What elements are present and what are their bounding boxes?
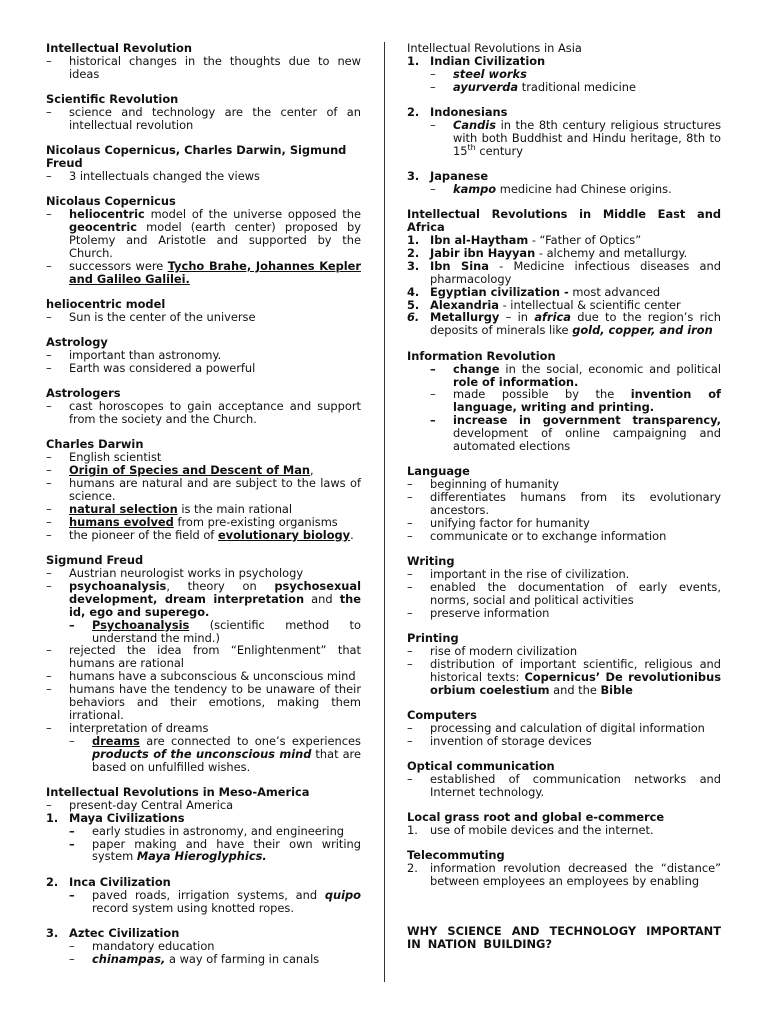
right-column: [407, 42, 721, 964]
list-item: [407, 183, 721, 196]
list-marker: 3.: [407, 258, 420, 273]
list-item: [46, 55, 361, 81]
numbered-item: Ibn Sina - Medicine infectious diseases and pharmacology: [430, 258, 721, 286]
section-heading: Charles Darwin: [46, 437, 144, 452]
section-printing: [407, 632, 721, 697]
list-item: [46, 580, 361, 619]
spacer: [46, 914, 361, 926]
spacer: [46, 863, 361, 875]
list-marker: –: [69, 733, 75, 748]
sub-bullet-text: Candis in the 8th century religious structures with both Buddhist and Hindu heritage, 8th to 15th century: [453, 117, 721, 158]
list-marker: –: [407, 720, 413, 735]
list-item: [407, 363, 721, 389]
sub-bullet-text: paper making and have their own writing system Maya Hieroglyphics.: [92, 836, 361, 864]
list-marker: 2.: [407, 861, 418, 876]
list-marker: –: [46, 502, 52, 517]
list-item: [407, 311, 721, 337]
sub-bullet-text: early studies in astronomy, and engineering: [92, 823, 345, 838]
list-item: [46, 953, 361, 966]
list-item: [46, 644, 361, 670]
list-marker: –: [407, 733, 413, 748]
section-optical-communication: [407, 760, 721, 799]
list-marker: –: [46, 514, 52, 529]
list-marker: –: [430, 66, 436, 81]
section-nation-building: [407, 925, 721, 951]
sub-bullet-text: mandatory education: [92, 938, 215, 953]
list-marker: –: [407, 605, 413, 620]
bullet-text: differentiates humans from its evolutionary ancestors.: [430, 490, 721, 518]
section-asia: [407, 42, 721, 196]
section-telecommuting: [407, 849, 721, 888]
list-marker: –: [46, 361, 52, 376]
list-marker: 3.: [46, 925, 59, 940]
numbered-item: Alexandria - intellectual & scientific center: [430, 297, 681, 312]
list-marker: –: [430, 117, 436, 132]
sub-bullet-text: kampo medicine had Chinese origins.: [453, 181, 672, 196]
section-heading: Local grass root and global e-commerce: [407, 810, 665, 825]
section-heading: Intellectual Revolution: [46, 41, 192, 55]
bullet-text: humans evolved from pre-existing organisms: [69, 514, 338, 529]
list-item: [407, 722, 721, 735]
list-item: [46, 529, 361, 542]
bullet-text: unifying factor for humanity: [430, 515, 590, 530]
list-item: [46, 477, 361, 503]
section-sigmund-freud: [46, 554, 361, 773]
numbered-heading: Indian Civilization: [430, 53, 546, 68]
numbered-item: Egyptian civilization - most advanced: [430, 284, 661, 299]
sub-bullet-text: chinampas, a way of farming in canals: [92, 951, 320, 966]
list-marker: –: [46, 578, 52, 593]
list-marker: –: [407, 643, 413, 658]
sub-bullet-text: made possible by the invention of language, writing and printing.: [453, 387, 721, 415]
section-writing: [407, 555, 721, 620]
list-item: [407, 414, 721, 453]
section-copernicus: [46, 195, 361, 285]
section-heading: Nicolaus Copernicus, Charles Darwin, Sigmund Freud: [46, 143, 347, 171]
list-marker: –: [69, 951, 75, 966]
section-charles-darwin: [46, 438, 361, 541]
list-marker: –: [407, 528, 413, 543]
bullet-text: beginning of humanity: [430, 477, 560, 492]
list-marker: –: [46, 309, 52, 324]
bullet-text: Sun is the center of the universe: [69, 309, 256, 324]
list-item: [46, 106, 361, 132]
bullet-text: invention of storage devices: [430, 733, 592, 748]
bullet-text: psychoanalysis, theory on psychosexual development, dream interpretation and the id, ego and superego.: [69, 578, 361, 619]
list-marker: –: [46, 450, 52, 465]
list-marker: –: [407, 772, 413, 787]
list-item: [407, 491, 721, 517]
list-marker: –: [46, 566, 52, 581]
list-item: [407, 773, 721, 799]
numbered-heading: Aztec Civilization: [69, 925, 180, 940]
section-intellectual-revolution: [46, 42, 361, 81]
list-item: [46, 311, 361, 324]
list-marker: –: [407, 656, 413, 671]
section-heading: Astrologers: [46, 386, 121, 401]
bullet-text: humans are natural and are subject to the laws of science.: [69, 476, 361, 504]
list-item: [46, 799, 361, 812]
section-heading: Optical communication: [407, 759, 555, 774]
section-language: [407, 465, 721, 542]
list-marker: –: [430, 79, 436, 94]
section-middle-east-africa: [407, 208, 721, 337]
list-marker: –: [407, 567, 413, 582]
list-item: [46, 170, 361, 183]
list-marker: –: [46, 797, 52, 812]
numbered-item: use of mobile devices and the internet.: [430, 823, 654, 838]
list-item: [46, 362, 361, 375]
section-scientific-revolution: [46, 93, 361, 132]
list-marker: –: [430, 387, 436, 402]
section-heading: Nicolaus Copernicus: [46, 194, 176, 209]
numbered-heading: Inca Civilization: [69, 874, 171, 889]
sub-bullet-text: steel works: [453, 66, 527, 81]
list-marker: –: [46, 476, 52, 491]
bullet-text: preserve information: [430, 605, 550, 620]
list-item: [46, 927, 361, 940]
bullet-text: Origin of Species and Descent of Man,: [69, 463, 314, 478]
section-heading: Writing: [407, 554, 455, 569]
list-marker: –: [407, 477, 413, 492]
column-divider: [384, 42, 385, 982]
section-three-intellectuals: [46, 144, 361, 183]
list-item: [407, 517, 721, 530]
list-marker: –: [69, 617, 75, 632]
list-marker: –: [69, 938, 75, 953]
list-item: [407, 658, 721, 697]
list-marker: 3.: [407, 169, 420, 184]
list-marker: 1.: [407, 53, 420, 68]
section-heading: Computers: [407, 708, 477, 722]
list-marker: –: [46, 169, 52, 184]
list-item: [407, 260, 721, 286]
list-marker: 1.: [407, 823, 418, 838]
section-heading: Intellectual Revolutions in Meso-America: [46, 784, 310, 799]
list-item: [46, 812, 361, 825]
numbered-heading: Maya Civilizations: [69, 810, 185, 825]
bullet-text: important in the rise of civilization.: [430, 567, 630, 582]
bullet-text: established of communication networks and Internet technology.: [430, 772, 721, 799]
bullet-text: the pioneer of the field of evolutionary biology.: [69, 527, 354, 542]
bullet-text: science and technology are the center of an intellectual revolution: [69, 105, 361, 132]
list-item: [407, 581, 721, 607]
list-item: [46, 400, 361, 426]
section-heading: Astrology: [46, 335, 108, 350]
list-item: [407, 388, 721, 414]
bullet-text: rise of modern civilization: [430, 643, 578, 658]
list-marker: –: [407, 579, 413, 594]
list-item: [46, 619, 361, 645]
left-column: [46, 42, 361, 978]
list-marker: 6.: [407, 310, 420, 325]
list-marker: –: [407, 515, 413, 530]
section-heading: WHY SCIENCE AND TECHNOLOGY IMPORTANT IN NATION BUILDING?: [407, 924, 721, 952]
bullet-text: natural selection is the main rational: [69, 502, 293, 517]
list-marker: 5.: [407, 297, 420, 312]
bullet-text: distribution of important scientific, religious and historical texts: Copernicus’ De revolutionibus orbium coelestium and the Bible: [430, 656, 721, 697]
list-marker: –: [46, 463, 52, 478]
list-item: [407, 119, 721, 158]
section-meso-america: [46, 786, 361, 966]
list-marker: –: [46, 53, 52, 68]
section-astrologers: [46, 387, 361, 426]
list-marker: –: [69, 887, 75, 902]
list-item: [46, 683, 361, 722]
list-marker: –: [46, 682, 52, 697]
bullet-text: Austrian neurologist works in psychology: [69, 566, 304, 581]
list-marker: –: [46, 105, 52, 120]
list-marker: –: [46, 207, 52, 222]
list-marker: –: [46, 669, 52, 684]
bullet-text: successors were Tycho Brahe, Johannes Kepler and Galileo Galilei.: [69, 258, 361, 286]
list-item: [46, 838, 361, 864]
list-marker: 1.: [407, 233, 420, 248]
list-marker: 4.: [407, 284, 420, 299]
section-heading: heliocentric model: [46, 297, 166, 312]
list-item: [407, 735, 721, 748]
bullet-text: important than astronomy.: [69, 348, 222, 363]
numbered-item: Ibn al-Haytham - “Father of Optics”: [430, 233, 642, 248]
sub-bullet-text: ayurverda traditional medicine: [453, 79, 636, 94]
list-item: [46, 260, 361, 286]
list-marker: –: [46, 258, 52, 273]
list-marker: 1.: [46, 810, 59, 825]
list-marker: –: [46, 527, 52, 542]
bullet-text: cast horoscopes to gain acceptance and support from the society and the Church.: [69, 399, 361, 427]
list-marker: 2.: [46, 874, 59, 889]
bullet-text: heliocentric model of the universe opposed the geocentric model (earth center) proposed by Ptolemy and Aristotle and supported by the Church.: [69, 207, 361, 260]
section-heading: Intellectual Revolutions in Middle East and Africa: [407, 207, 721, 235]
sub-bullet-text: dreams are connected to one’s experiences products of the unconscious mind that are based on unfulfilled wishes.: [92, 733, 361, 774]
list-item: [407, 862, 721, 888]
section-heading: Printing: [407, 631, 459, 646]
section-heading: Information Revolution: [407, 348, 556, 363]
list-marker: –: [46, 399, 52, 414]
bullet-text: humans have a subconscious & unconscious mind: [69, 669, 356, 684]
bullet-text: enabled the documentation of early events, norms, social and political activities: [430, 579, 721, 607]
list-item: [46, 735, 361, 774]
list-marker: 2.: [407, 245, 420, 260]
list-item: [407, 824, 721, 837]
list-item: [407, 81, 721, 94]
numbered-item: Metallurgy – in africa due to the region’s rich deposits of minerals like gold, copper, and iron: [430, 310, 721, 338]
section-information-revolution: [407, 350, 721, 453]
numbered-item: Jabir ibn Hayyan - alchemy and metallurgy.: [430, 245, 688, 260]
bullet-text: 3 intellectuals changed the views: [69, 169, 260, 184]
numbered-heading: Japanese: [430, 169, 489, 184]
bullet-text: communicate or to exchange information: [430, 528, 667, 543]
bullet-text: Earth was considered a powerful: [69, 361, 256, 376]
section-heliocentric-model: [46, 298, 361, 324]
numbered-item: information revolution decreased the “distance” between employees an employees by enabling: [430, 861, 721, 889]
spacer: [407, 901, 721, 913]
bullet-text: historical changes in the thoughts due to new ideas: [69, 53, 361, 81]
bullet-text: English scientist: [69, 450, 162, 465]
sub-bullet-text: change in the social, economic and political role of information.: [453, 361, 721, 389]
list-marker: –: [46, 643, 52, 658]
section-e-commerce: [407, 811, 721, 837]
bullet-text: rejected the idea from “Enlightenment” that humans are rational: [69, 643, 361, 671]
list-marker: –: [430, 181, 436, 196]
section-heading: Language: [407, 464, 470, 479]
bullet-text: present-day Central America: [69, 797, 234, 812]
list-marker: –: [407, 490, 413, 505]
list-marker: –: [430, 361, 436, 376]
list-marker: –: [69, 836, 75, 851]
sub-bullet-text: Psychoanalysis (scientific method to understand the mind.): [92, 617, 361, 645]
list-item: [46, 208, 361, 260]
section-heading: Telecommuting: [407, 848, 505, 863]
list-marker: –: [46, 348, 52, 363]
section-heading: Sigmund Freud: [46, 553, 144, 568]
list-item: [46, 889, 361, 915]
numbered-heading: Indonesians: [430, 105, 508, 120]
list-marker: 2.: [407, 105, 420, 120]
section-astrology: [46, 336, 361, 375]
list-item: [407, 530, 721, 543]
list-item: [407, 607, 721, 620]
section-computers: [407, 709, 721, 748]
list-marker: –: [69, 823, 75, 838]
list-marker: –: [430, 413, 436, 428]
list-marker: –: [46, 720, 52, 735]
bullet-text: interpretation of dreams: [69, 720, 209, 735]
bullet-text: processing and calculation of digital information: [430, 720, 705, 735]
bullet-text: humans have the tendency to be unaware of their behaviors and their emotions, making them irrational.: [69, 682, 361, 722]
section-heading: Scientific Revolution: [46, 92, 179, 107]
sub-bullet-text: paved roads, irrigation systems, and quipo record system using knotted ropes.: [92, 887, 361, 915]
section-heading: Intellectual Revolutions in Asia: [407, 41, 582, 55]
sub-bullet-text: increase in government transparency, development of online campaigning and automated elections: [453, 413, 721, 454]
